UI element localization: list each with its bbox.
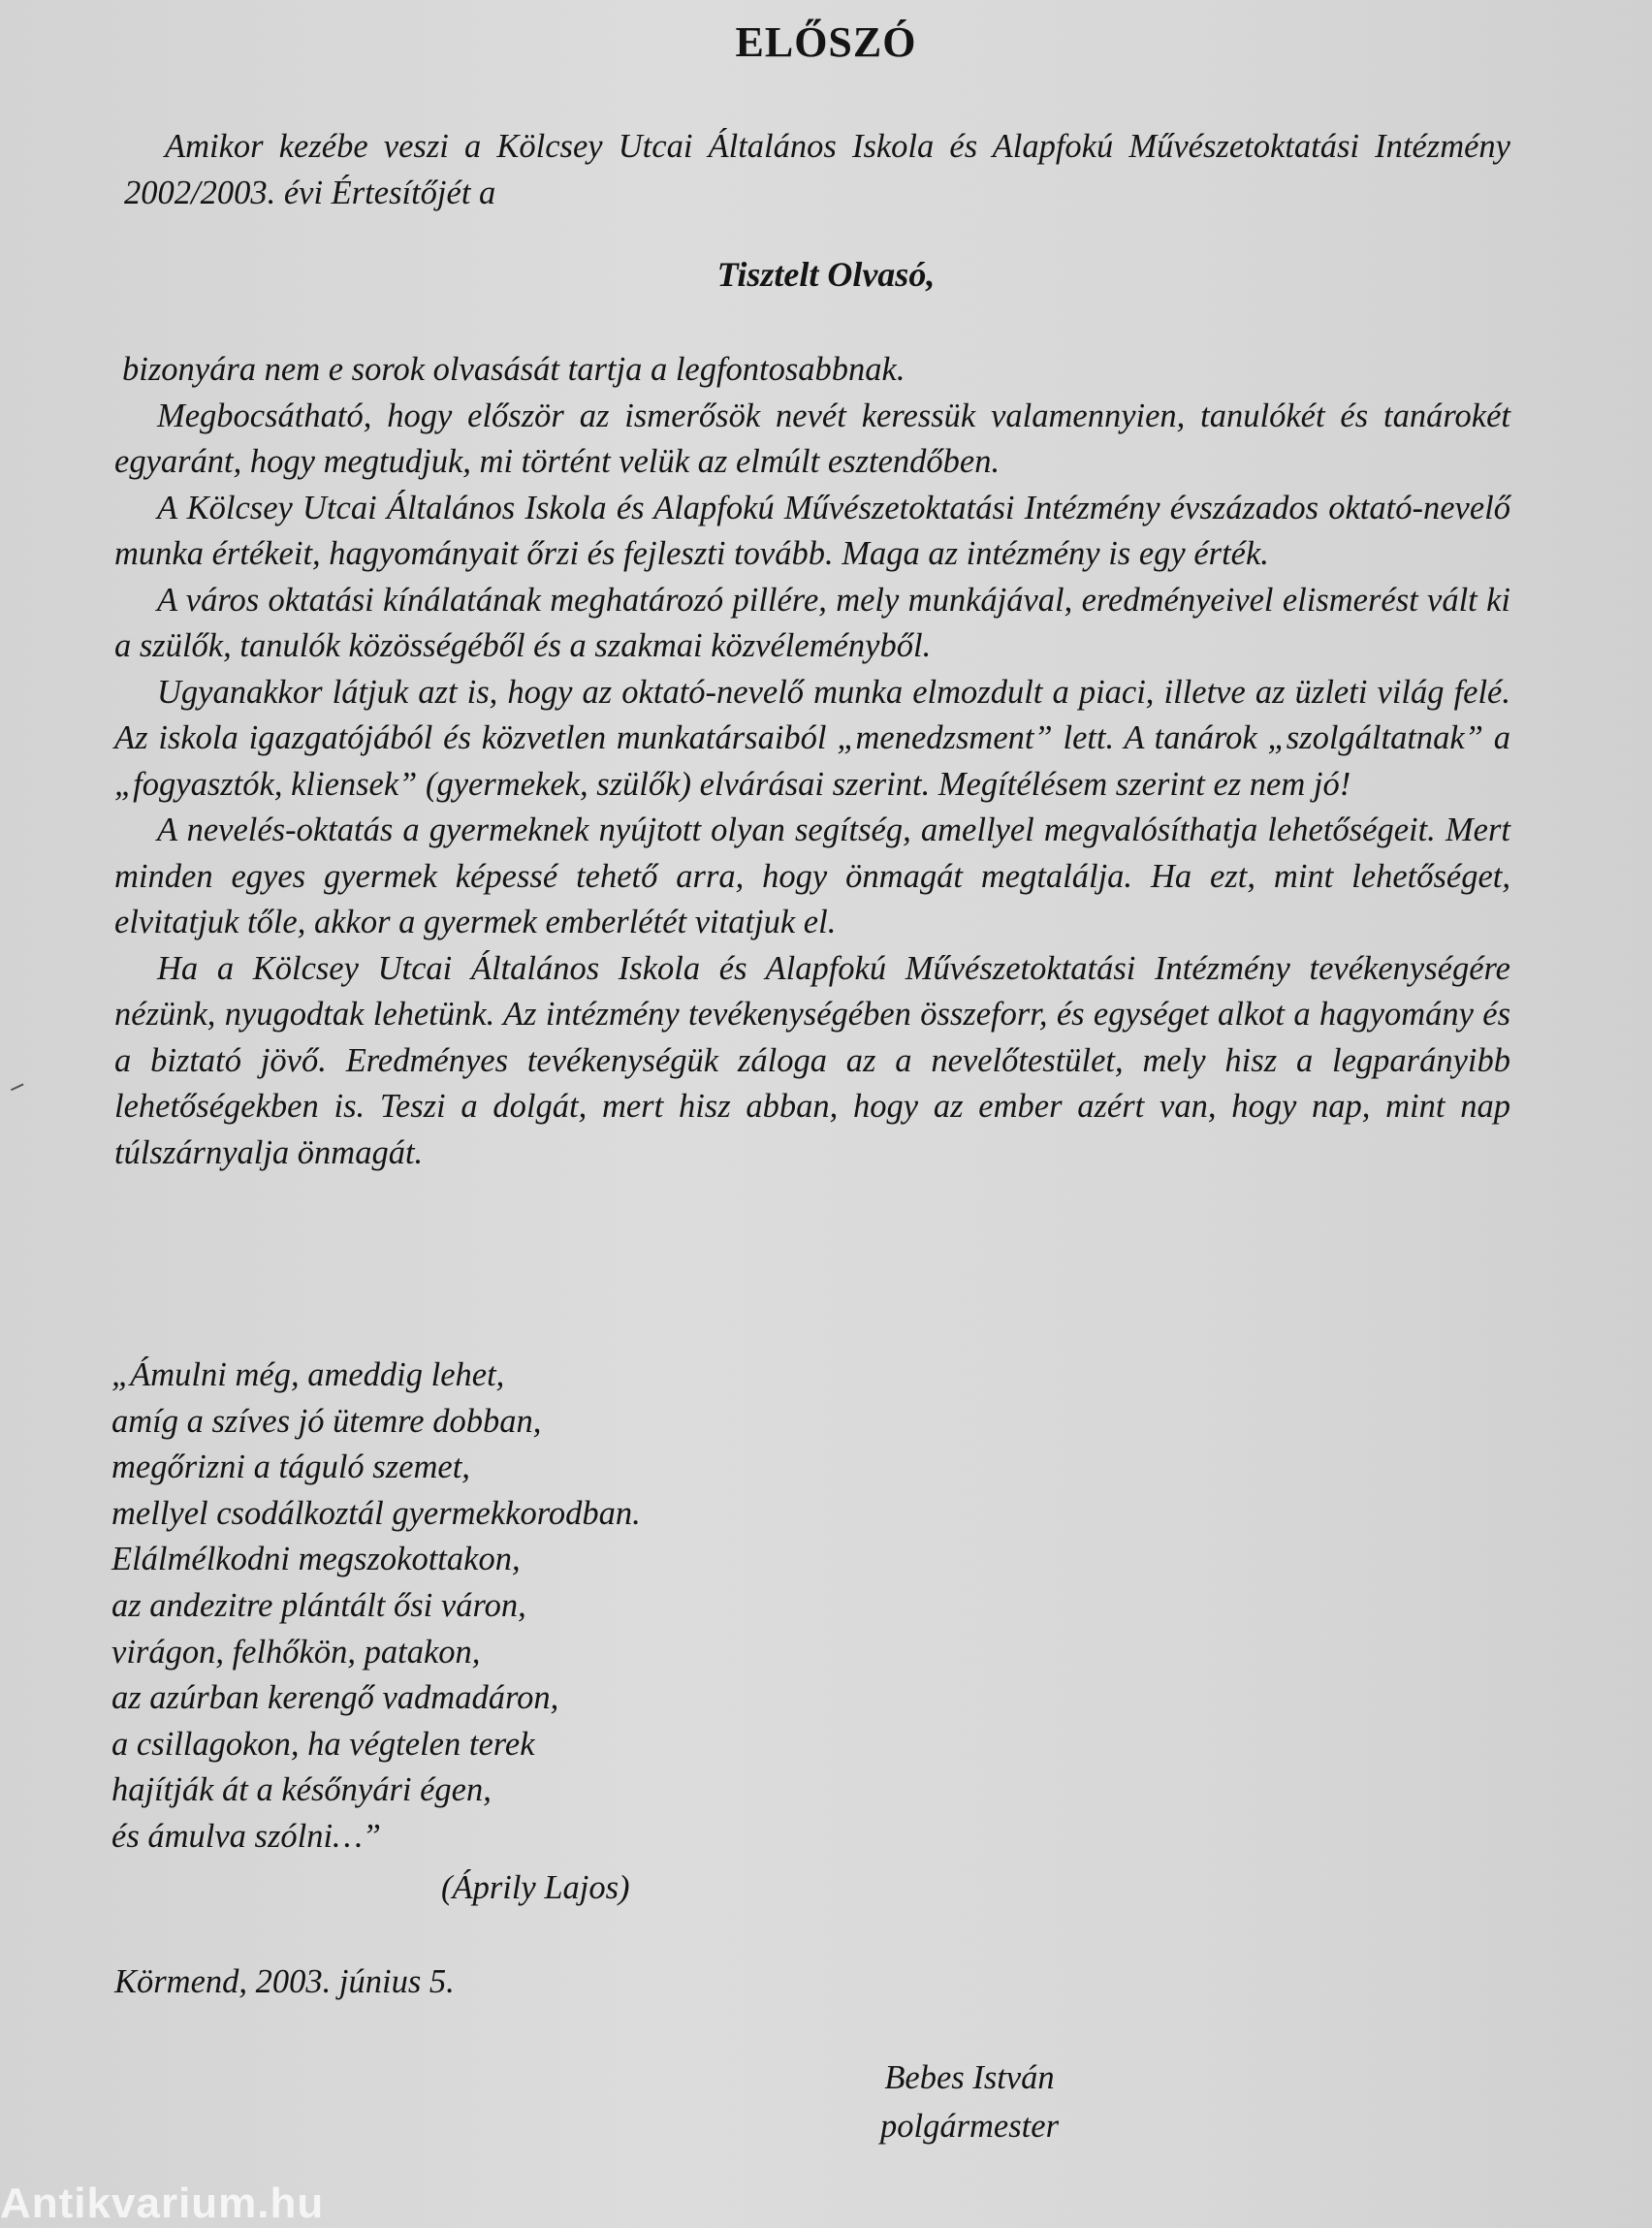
intro-paragraph: Amikor kezébe veszi a Kölcsey Utcai Általános Iskola és Alapfokú Művészetoktatási Intézmény 2002/2003. évi Értesítőjét a	[124, 128, 1510, 211]
poem-line: „Ámulni még, ameddig lehet,	[111, 1356, 505, 1393]
poem-line: hajítják át a későnyári égen,	[111, 1771, 492, 1809]
poem-line: Elálmélkodni megszokottakon,	[111, 1541, 521, 1578]
page-blemish	[11, 1083, 26, 1096]
paragraph: Megbocsátható, hogy először az ismerősök nevét keressük valamennyien, tanulókét és tanárokét egyaránt, hogy megtudjuk, mi történt velük az elmúlt esztendőben.	[114, 397, 1510, 480]
body-text	[114, 347, 1510, 1176]
paragraph: A nevelés-oktatás a gyermeknek nyújtott olyan segítség, amellyel megvalósíthatja lehetőségeit. Mert minden egyes gyermek képessé tehető arra, hogy önmagát megtalálja. Ha ezt, mint lehetőséget, elvitatjuk tőle, akkor a gyermek emberlétét vitatjuk el.	[114, 812, 1510, 940]
poem-line: az andezitre plántált ősi váron,	[111, 1586, 526, 1624]
poem-line: és ámulva szólni…”	[111, 1817, 381, 1855]
signer-name: Bebes István	[884, 2059, 1055, 2096]
place-and-date: Körmend, 2003. június 5.	[114, 1963, 455, 2000]
paragraph: Ugyanakkor látjuk azt is, hogy az oktató-nevelő munka elmozdult a piaci, illetve az üzleti világ felé. Az iskola igazgatójából és közvetlen munkatársaiból „menedzsment” lett. A tanárok „szolgáltatnak” a „fogyasztók, kliensek” (gyermekek, szülők) elvárásai szerint. Megítélésem szerint ez nem jó!	[114, 673, 1510, 803]
watermark-text: Antikvarium.hu	[0, 2180, 325, 2227]
signer-role: polgármester	[880, 2108, 1059, 2145]
poem-author: (Áprily Lajos)	[441, 1869, 630, 1906]
paragraph: A Kölcsey Utcai Általános Iskola és Alapfokú Művészetoktatási Intézmény évszázados oktató-nevelő munka értékeit, hagyományait őrzi és fejleszti tovább. Maga az intézmény is egy érték.	[114, 489, 1510, 572]
poem-line: az azúrban kerengő vadmadáron,	[111, 1679, 559, 1717]
poem-quote	[111, 1353, 641, 1861]
paragraph: A város oktatási kínálatának meghatározó pillére, mely munkájával, eredményeivel elismerést vált ki a szülők, tanulók közösségéből és a szakmai közvéleményből.	[114, 581, 1510, 664]
paragraph: Ha a Kölcsey Utcai Általános Iskola és Alapfokú Művészetoktatási Intézmény tevékenységére nézünk, nyugodtak lehetünk. Az intézmény tevékenységében összeforr, és egységet alkot a hagyomány és a biztató jövő. Eredményes tevékenységük záloga az a nevelőtestület, mely hisz a legparányibb lehetőségekben is. Teszi a dolgát, mert hisz abban, hogy az ember azért van, hogy nap, mint nap túlszárnyalja önmagát.	[114, 949, 1510, 1171]
page-title: ELŐSZÓ	[735, 18, 917, 66]
poem-line: amíg a szíves jó ütemre dobban,	[111, 1402, 542, 1440]
salutation: Tisztelt Olvasó,	[716, 255, 936, 294]
poem-line: mellyel csodálkoztál gyermekkorodban.	[111, 1494, 641, 1532]
poem-line: a csillagokon, ha végtelen terek	[111, 1725, 535, 1763]
signature-block	[824, 2053, 1115, 2150]
poem-line: virágon, felhőkön, patakon,	[111, 1633, 481, 1671]
poem-line: megőrizni a táguló szemet,	[111, 1448, 470, 1486]
paragraph: bizonyára nem e sorok olvasását tartja a legfontosabbnak.	[122, 351, 905, 388]
